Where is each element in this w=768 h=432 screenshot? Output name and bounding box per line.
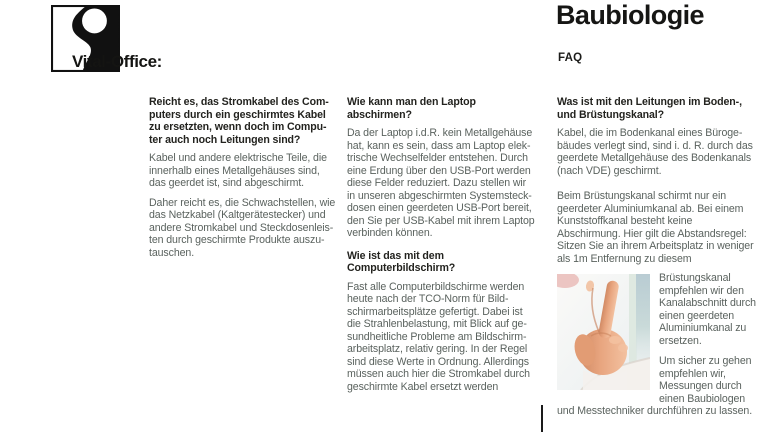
question-heading: Wie kann man den Laptop abschirmen?	[347, 96, 476, 121]
photo-text-wrap	[557, 272, 756, 418]
question-heading: Wie ist das mit dem Computerbildschirm?	[347, 249, 456, 274]
question-heading: Reicht es, das Stromkabel des Computers durch ein geschirmtes Kabel zu ersetzten, wenn doch im Computer auch noch Leitungen sind?	[149, 96, 329, 146]
vital-office-logo	[51, 5, 311, 75]
answer-paragraph: Daher reicht es, die Schwachstellen, wie das Netzkabel (Kaltgerätestecker) und andere Stromkabel und Steckdosenleisten durch geschirmte Produkte auszutauschen.	[149, 196, 336, 259]
answer-paragraph: Brüstungskanal empfehlen wir den Kanalabschnitt durch einen geerdeten Aluminiumkanal zu ersetzen.	[659, 272, 756, 347]
answer-paragraph: Kabel und andere elektrische Teile, die innerhalb eines Metallgehäuses sind, das geerdet ist, sind abgeschirmt.	[149, 152, 327, 189]
answer-paragraph: Beim Brüstungskanal schirmt nur ein geerdeter Aluminiumkanal ab. Bei einem Kunststoffkanal besteht keine Abschirmung. Hier gilt die Abstandsregel: Sitzen Sie an ihrem Arbeitsplatz in weniger als 1m Entfernung zu diesem	[557, 190, 754, 265]
page-title: Baubiologie	[556, 0, 704, 30]
column-laptop-bildschirm	[347, 96, 536, 400]
answer-paragraph: Fast alle Computerbildschirme werden heute nach der TCO-Norm für Bildschirmarbeitsplätze gefertigt. Dabei ist die Strahlenbelastung, mit Blick auf gesundheitliche Probleme am Bildschirmarbeitsplatz, relativ gering. In der Regel sind diese Werte in Ordnung. Allerdings müssen auch hier die Stromkabel durch geschirmte Kabel ersetzt werden	[347, 280, 530, 393]
answer-paragraph: Kabel, die im Bodenkanal eines Bürogebäudes verlegt sind, sind i. d. R. durch das geerdete Metallgehäuse des Bodenkanals (nach VDE) geschirmt.	[557, 127, 753, 177]
answer-paragraph: Da der Laptop i.d.R. kein Metallgehäuse hat, kann es sein, dass am Laptop elektrische Wechselfelder entstehen. Durch eine Erdung über den USB-Port werden diese Felder reduziert. Dazu stellen wir in unseren abgeschirmten Systemsteckdosen einen geerdeten USB-Port bereit, den Sie per USB-Kabel mit ihrem Laptop verbinden können.	[347, 127, 535, 239]
faq-subtitle: FAQ	[558, 52, 583, 64]
brand-name: Vital-Office:	[72, 52, 162, 71]
column-stromkabel	[149, 96, 336, 266]
question-heading: Was ist mit den Leitungen im Boden-, und Brüstungskanal?	[557, 96, 742, 121]
crop-mark	[541, 405, 543, 432]
pointing-finger-photo	[557, 274, 650, 390]
column-bodenkanal	[557, 96, 756, 425]
answer-paragraph: Um sicher zu gehen empfehlen wir, Messungen durch einen Baubiologen und Messtechniker durchführen zu lassen.	[557, 355, 753, 417]
